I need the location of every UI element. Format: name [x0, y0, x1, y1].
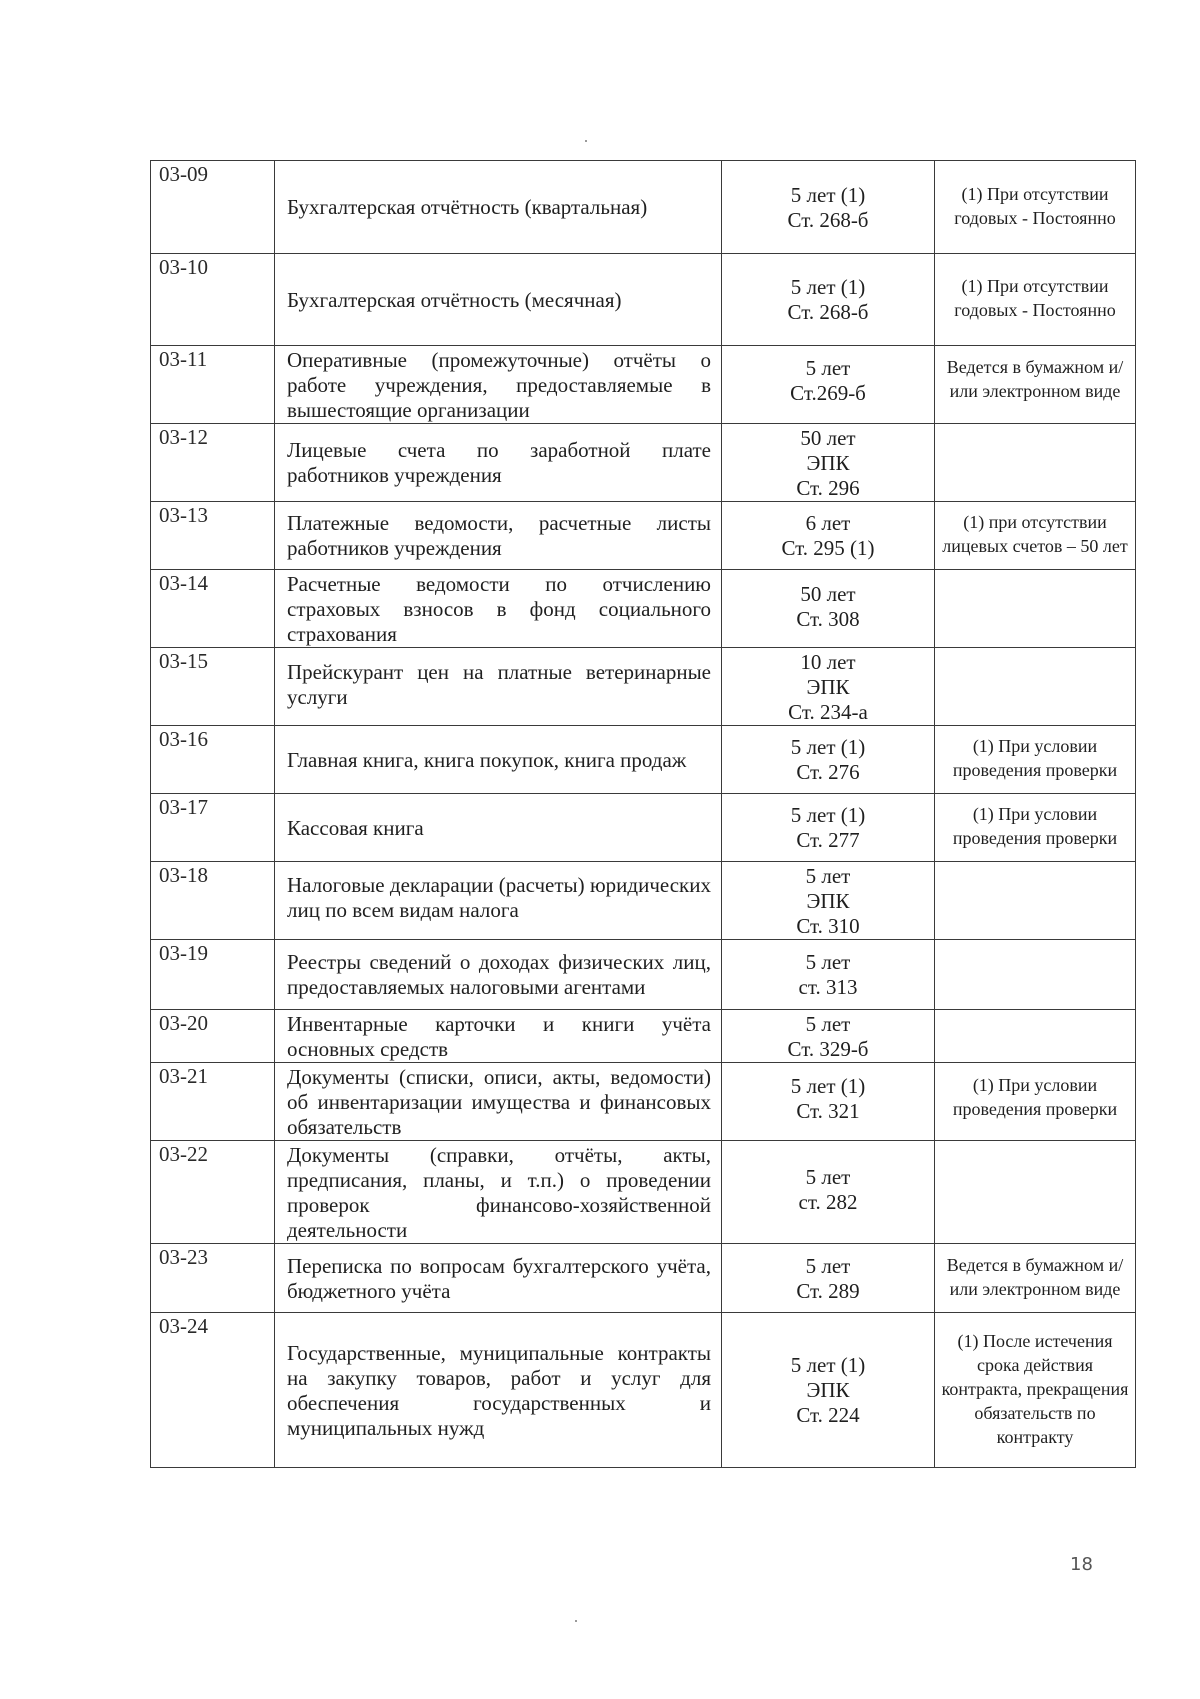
retention-term-cell	[722, 862, 935, 940]
row-index: 03-17	[151, 794, 275, 862]
table-row	[151, 570, 1136, 648]
note-cell	[935, 1313, 1136, 1468]
document-title-cell	[275, 570, 722, 648]
document-title-cell	[275, 862, 722, 940]
note-cell	[935, 346, 1136, 424]
retention-term-line: 10 лет	[800, 650, 856, 674]
document-title-cell	[275, 424, 722, 502]
document-title: Документы (справки, отчёты, акты, предписания, планы, и т.п.) о проведении проверок финансово-хозяйственной деятельности	[287, 1143, 711, 1242]
document-title: Оперативные (промежуточные) отчёты о работе учреждения, предоставляемые в вышестоящие организации	[287, 348, 711, 422]
table-row	[151, 726, 1136, 794]
retention-term-cell	[722, 1141, 935, 1244]
row-index: 03-23	[151, 1244, 275, 1313]
row-index: 03-19	[151, 940, 275, 1010]
note-cell	[935, 648, 1136, 726]
note-text	[939, 424, 1131, 497]
document-title: Кассовая книга	[287, 815, 424, 840]
note-text: Ведется в бумажном и/или электронном виде	[946, 1254, 1124, 1299]
retention-term-line: 5 лет	[805, 1253, 851, 1278]
document-title: Бухгалтерская отчётность (квартальная)	[287, 195, 648, 219]
retention-term-line: 50 лет	[800, 426, 856, 450]
document-title-cell	[275, 940, 722, 1010]
note-text: (1) при отсутствии лицевых счетов – 50 лет	[942, 512, 1128, 556]
row-index: 03-20	[151, 1010, 275, 1063]
document-title-cell	[275, 254, 722, 346]
retention-term-line: 5 лет	[805, 1164, 851, 1189]
retention-term-cell	[722, 940, 935, 1010]
retention-term-line: Ст. 295 (1)	[781, 536, 875, 560]
retention-term-cell	[722, 254, 935, 346]
note-cell	[935, 424, 1136, 502]
retention-term-line: Ст. 329-б	[787, 1037, 869, 1061]
retention-term-cell	[722, 794, 935, 862]
note-cell	[935, 502, 1136, 570]
retention-term-line: 5 лет (1)	[790, 182, 866, 207]
note-text	[939, 1141, 1131, 1234]
retention-term-cell	[722, 161, 935, 254]
document-title: Лицевые счета по заработной плате работников учреждения	[287, 437, 711, 487]
note-cell	[935, 1244, 1136, 1313]
retention-term-line: Ст. 268-б	[787, 207, 869, 232]
scan-speck	[575, 1620, 577, 1622]
table-row	[151, 424, 1136, 502]
document-title-cell	[275, 161, 722, 254]
table-row	[151, 502, 1136, 570]
note-cell	[935, 254, 1136, 346]
page-number: 18	[1070, 1554, 1093, 1575]
document-title-cell	[275, 726, 722, 794]
note-text: (1) При условии проведения проверки	[952, 1074, 1118, 1119]
retention-term-cell	[722, 502, 935, 570]
table-row	[151, 161, 1136, 254]
retention-term-line: Ст. 224	[796, 1403, 860, 1427]
document-title: Переписка по вопросам бухгалтерского учёта, бюджетного учёта	[287, 1253, 711, 1303]
retention-term-cell	[722, 424, 935, 502]
table-row	[151, 1313, 1136, 1468]
retention-term-line: Ст. 289	[796, 1278, 860, 1303]
note-text: (1) После истечения срока действия контракта, прекращения обязательств по контракту	[941, 1330, 1129, 1447]
document-title: Реестры сведений о доходах физических лиц, предоставляемых налоговыми агентами	[287, 950, 711, 999]
document-title: Главная книга, книга покупок, книга продаж	[287, 747, 687, 772]
note-text	[939, 648, 1131, 717]
document-title-cell	[275, 1141, 722, 1244]
document-title-cell	[275, 346, 722, 424]
note-cell	[935, 1010, 1136, 1063]
note-cell	[935, 940, 1136, 1010]
row-index: 03-22	[151, 1141, 275, 1244]
document-title: Прейскурант цен на платные ветеринарные услуги	[287, 659, 711, 709]
retention-term-line: 5 лет	[805, 1012, 851, 1036]
note-cell	[935, 161, 1136, 254]
records-retention-table	[150, 160, 1136, 1468]
table-row	[151, 794, 1136, 862]
retention-term-line: 5 лет	[805, 356, 851, 380]
table-row	[151, 1010, 1136, 1063]
row-index: 03-10	[151, 254, 275, 346]
retention-term-cell	[722, 726, 935, 794]
note-text: (1) При условии проведения проверки	[952, 736, 1118, 780]
retention-term-line: ст. 282	[798, 1189, 858, 1214]
retention-term-line: 5 лет (1)	[790, 1073, 866, 1098]
retention-term-cell	[722, 570, 935, 648]
document-title-cell	[275, 1313, 722, 1468]
row-index: 03-13	[151, 502, 275, 570]
row-index: 03-11	[151, 346, 275, 424]
retention-term-cell	[722, 648, 935, 726]
row-index: 03-24	[151, 1313, 275, 1468]
note-cell	[935, 726, 1136, 794]
retention-term-line: Ст. 234-а	[788, 700, 868, 724]
document-title-cell	[275, 648, 722, 726]
table-row	[151, 648, 1136, 726]
document-title: Бухгалтерская отчётность (месячная)	[287, 287, 622, 312]
retention-term-line: Ст. 268-б	[787, 300, 869, 324]
table-row	[151, 940, 1136, 1010]
document-title-cell	[275, 1063, 722, 1141]
retention-term-line: 5 лет (1)	[790, 275, 866, 299]
document-title: Расчетные ведомости по отчислению страховых взносов в фонд социального страхования	[287, 572, 711, 646]
retention-term-line: ЭПК	[806, 889, 850, 913]
row-index: 03-18	[151, 862, 275, 940]
retention-term-line: Ст.269-б	[790, 381, 866, 405]
row-index: 03-14	[151, 570, 275, 648]
note-text	[939, 1010, 1131, 1056]
retention-term-line: Ст. 321	[796, 1098, 860, 1123]
retention-term-line: 5 лет	[805, 950, 851, 974]
note-text	[939, 940, 1131, 1006]
table-row	[151, 254, 1136, 346]
document-title-cell	[275, 1244, 722, 1313]
document-title: Документы (списки, описи, акты, ведомости) об инвентаризации имущества и финансовых обязательств	[287, 1065, 711, 1139]
retention-term-line: ЭПК	[806, 675, 850, 699]
table-row	[151, 1063, 1136, 1141]
retention-term-cell	[722, 1244, 935, 1313]
table-body	[151, 161, 1136, 1468]
row-index: 03-12	[151, 424, 275, 502]
note-text: (1) При отсутствии годовых - Постоянно	[954, 183, 1116, 228]
retention-term-line: ЭПК	[806, 451, 850, 475]
note-cell	[935, 1141, 1136, 1244]
note-text: (1) При условии проведения проверки	[952, 804, 1118, 848]
retention-term-line: Ст. 296	[796, 476, 860, 500]
retention-term-cell	[722, 1313, 935, 1468]
row-index: 03-16	[151, 726, 275, 794]
note-cell	[935, 794, 1136, 862]
scan-speck	[585, 140, 587, 142]
note-text	[939, 570, 1131, 639]
table-row	[151, 862, 1136, 940]
retention-term-line: 50 лет	[800, 581, 856, 606]
note-text	[939, 862, 1131, 930]
retention-term-line: ЭПК	[806, 1378, 850, 1402]
note-cell	[935, 1063, 1136, 1141]
retention-term-line: ст. 313	[798, 975, 858, 999]
retention-term-line: Ст. 276	[796, 760, 860, 784]
table-row	[151, 346, 1136, 424]
table-row	[151, 1244, 1136, 1313]
row-index: 03-09	[151, 161, 275, 254]
note-cell	[935, 570, 1136, 648]
document-title: Государственные, муниципальные контракты на закупку товаров, работ и услуг для обеспечения государственных и муниципальных нужд	[287, 1340, 711, 1440]
row-index: 03-15	[151, 648, 275, 726]
retention-term-line: Ст. 308	[796, 606, 860, 631]
document-title: Налоговые декларации (расчеты) юридических лиц по всем видам налога	[287, 873, 711, 922]
retention-term-line: 5 лет (1)	[790, 1353, 866, 1377]
note-text: (1) При отсутствии годовых - Постоянно	[954, 276, 1116, 320]
retention-term-line: 6 лет	[805, 511, 851, 535]
note-text: Ведется в бумажном и/или электронном виде	[946, 357, 1124, 401]
document-title-cell	[275, 1010, 722, 1063]
retention-term-cell	[722, 1063, 935, 1141]
row-index: 03-21	[151, 1063, 275, 1141]
table-row	[151, 1141, 1136, 1244]
document-title: Инвентарные карточки и книги учёта основных средств	[287, 1012, 711, 1061]
note-cell	[935, 862, 1136, 940]
retention-term-line: Ст. 310	[796, 914, 860, 938]
retention-term-line: 5 лет (1)	[790, 735, 866, 759]
retention-term-cell	[722, 346, 935, 424]
document-title-cell	[275, 502, 722, 570]
retention-term-line: Ст. 277	[796, 828, 860, 852]
retention-term-line: 5 лет (1)	[790, 803, 866, 827]
retention-term-cell	[722, 1010, 935, 1063]
retention-term-line: 5 лет	[805, 864, 851, 888]
document-title: Платежные ведомости, расчетные листы работников учреждения	[287, 511, 711, 560]
document-title-cell	[275, 794, 722, 862]
